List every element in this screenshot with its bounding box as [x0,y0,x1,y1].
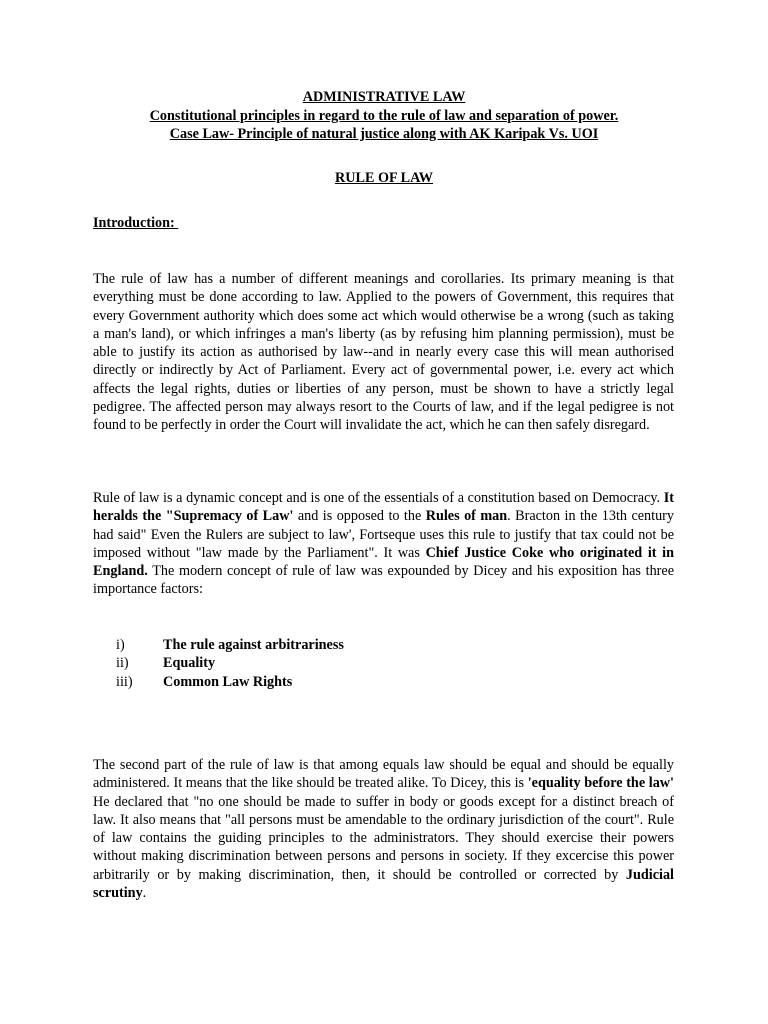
paragraph-2-bold-3: Chief Justice Coke who originated it in England. [93,544,674,580]
paragraph-3 [93,756,674,902]
list-item-number: ii) [116,655,129,672]
document-subtitle-2: Case Law- Principle of natural justice along with AK Karipak Vs. UOI [169,126,599,142]
paragraph-3-bold-2: Judicial scrutiny [93,866,674,902]
paragraph-3-text-3: . [142,885,147,902]
list-item-text: Equality [163,655,216,672]
list-item [116,673,344,691]
paragraph-3-text-1: The second part of the rule of law is that among equals law should be equal and should be equally administered. It means that the like should be treated alike. To Dicey, this is [93,757,674,792]
paragraph-1: The rule of law has a number of different meanings and corollaries. Its primary meaning is that everything must be done according to law. Applied to the powers of Government, this requires that every Government authority which does some act which would otherwise be a wrong (such as taking a man's land), or which infringes a man's liberty (as by refusing him planning permission), must be able to justify its action as authorised by law--and in nearly every case this will mean authorised directly or indirectly by Act of Parliament. Every act of governmental power, i.e. every act which affects the legal rights, duties or liberties of any person, must be shown to have a strictly legal pedigree. The affected person may always resort to the Courts of law, and if the legal pedigree is not found to be perfectly in order the Court will invalidate the act, which he can then safely disregard. [93,271,674,434]
list-item [116,654,344,672]
list-item-number: iii) [116,673,133,690]
intro-heading: Introduction: [93,215,179,231]
document-title: ADMINISTRATIVE LAW [302,89,466,105]
paragraph-2-bold-2: Rules of man [425,508,508,525]
paragraph-3-bold-1: 'equality before the law' [527,775,674,792]
list-item [116,636,344,654]
factors-list [116,636,344,691]
document-subtitle-1: Constitutional principles in regard to the rule of law and separation of power. [149,107,619,124]
list-item-number: i) [116,637,125,653]
paragraph-2 [93,489,674,599]
paragraph-2-text-4: The modern concept of rule of law was expounded by Dicey and his exposition has three importance factors: [93,563,674,598]
list-item-text: Common Law Rights [163,673,293,690]
document-header [0,88,768,144]
paragraph-3-text-2: He declared that "no one should be made to suffer in body or goods except for a distinct breach of law. It also means that "all persons must be amendable to the ordinary jurisdiction of the court". Rule of law contains the guiding principles to the administrators. They should exercise their powers without making discrimination between persons and persons in society. If they excercise this power arbitrarily or by making discrimination, then, it should be controlled or corrected by [93,793,674,883]
paragraph-2-text-3: . Bracton in the 13th century had said" Even the Rulers are subject to law', Fortseque uses this rule to justify that tax could not be imposed without "law made by the Parliament". It was [93,508,674,561]
paragraph-2-text-2: and is opposed to the [293,508,426,525]
paragraph-2-bold-1: It heralds the "Supremacy of Law' [93,490,674,525]
list-item-text: The rule against arbitrariness [163,637,344,653]
paragraph-2-text-1: Rule of law is a dynamic concept and is one of the essentials of a constitution based on Democracy. [93,490,664,506]
section-title: RULE OF LAW [334,170,433,186]
